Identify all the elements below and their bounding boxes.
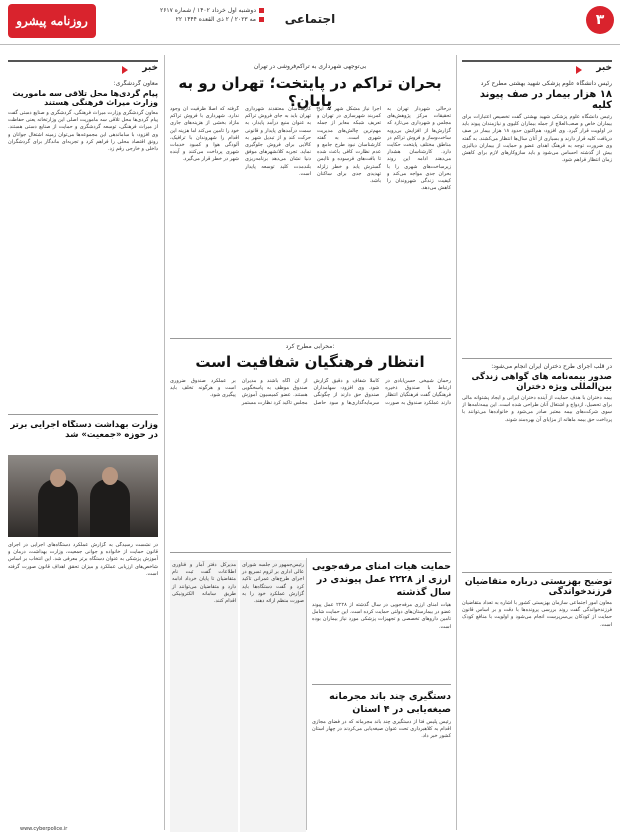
right-story-2 xyxy=(462,363,612,568)
column-rule xyxy=(456,55,457,830)
story-body: رئیس دانشگاه علوم پزشکی شهید بهشتی گفت تخصیص اعتبارات برای بیماران خاص و صعب‌العلاج از جمله بیماران کلیوی و نیازمندان پیوند باید در اولویت قرار گیرد. وی افزود: هم‌اکنون حدود ۱۸ هزار بیمار در صف دریافت کلیه قرار دارند و بسیاری از آنان سال‌ها انتظار می‌کشند. به گفته وی ضرورت توجه به فرهنگ اهدای عضو و حمایت از بیماران دیالیزی بیش از گذشته احساس می‌شود و باید سازوکارهای لازم برای کاهش زمان انتظار فراهم شود. xyxy=(462,114,612,164)
story-kicker: در قلب اجرای طرح دختران ایران انجام می‌شود: xyxy=(491,363,612,370)
divider xyxy=(8,414,158,415)
story-kicker: معاون گردشگری: xyxy=(113,80,158,87)
left-story-2-head xyxy=(8,420,158,452)
story-kicker: رئیس دانشگاه علوم پزشکی شهید بهشتی مطرح کرد xyxy=(480,80,612,87)
box-title: دستگیری چند باند مجرمانه صیغه‌یابی در ۴ استان xyxy=(329,691,451,715)
second-title: انتظار فرهنگیان شفافیت است xyxy=(195,353,425,371)
bottom-box-3: رئیس‌جمهور در جلسه شورای عالی اداری بر لزوم تسریع در اجرای طرح‌های عمرانی تاکید کرد و گفت دستگاه‌ها باید گزارش عملکرد خود را به صورت منظم ارائه دهند. xyxy=(240,560,306,832)
main-title: بحران تراکم در پایتخت؛ تهران رو به پایان؟ xyxy=(178,74,442,110)
story-title: وزارت بهداشت دستگاه اجرایی برتر در حوزه «جمعیت» شد xyxy=(10,420,158,440)
news-label: خبر xyxy=(596,63,612,73)
officials-photo xyxy=(8,455,158,537)
bullet-square-icon xyxy=(259,17,264,22)
main-story-col-d: گرفته که اصلا ظرفیت آن وجود ندارد. شهرداری با فروش تراکم مازاد بخشی از هزینه‌های جاری خود را تامین می‌کند اما هزینه این اقدام را شهروندان با ترافیک، آلودگی هوا و کمبود خدمات شهری پرداخت می‌کنند و آینده شهر در خطر قرار می‌گیرد. xyxy=(170,106,239,163)
bottom-box-1 xyxy=(312,560,451,678)
story-title: توضیح بهزیستی درباره متقاضیان فرزندخواندگی xyxy=(464,577,612,597)
main-kicker: بی‌توجهی شهرداری به تراکم‌فروشی در تهران xyxy=(253,63,367,70)
column-rule xyxy=(306,558,307,830)
main-headline xyxy=(170,63,450,110)
newspaper-logo: روزنامه پیشرو xyxy=(8,4,96,38)
news-label-bar-left xyxy=(8,60,158,76)
issue-dates xyxy=(104,6,264,24)
person-figure xyxy=(38,479,78,537)
bullet-square-icon xyxy=(259,8,264,13)
story-title: صدور بیمه‌نامه های گواهی زندگی بین‌المللی ویژه دختران xyxy=(471,372,612,392)
box-body: رئیس پلیس فتا از دستگیری چند باند مجرمانه که در فضای مجازی اقدام به کلاهبرداری تحت عنوان صیغه‌یابی می‌کردند در چهار استان کشور خبر داد. xyxy=(312,719,451,740)
triangle-icon xyxy=(122,66,128,74)
second-headline xyxy=(170,343,450,371)
divider xyxy=(170,338,451,339)
right-story-1 xyxy=(462,80,612,280)
left-story-1 xyxy=(8,80,158,410)
story-title: پیام گردی‌ها محل تلاقی سه ماموریت وزارت میراث فرهنگی هستند xyxy=(12,89,158,107)
date-line-2: ۲۲ مه ۲۰۲۳ / ۲ ذی القعده ۱۴۴۴ xyxy=(175,16,256,23)
page-number: ۳ xyxy=(586,6,614,34)
divider xyxy=(462,358,612,359)
person-head xyxy=(102,467,118,485)
news-label-bar-right xyxy=(462,60,612,76)
left-story-2-body: در نشست رسیدگی به گزارش عملکرد دستگاه‌های اجرایی در اجرای قانون حمایت از خانواده و جوانی جمعیت، وزارت بهداشت، درمان و آموزش پزشکی به عنوان دستگاه برتر معرفی شد. این انتخاب بر اساس شاخص‌های ارزیابی عملکرد و میزان تحقق اهداف قانون صورت گرفته است. xyxy=(8,542,158,577)
box-body: هیات امنای ارزی مرفه‌جویی در سال گذشته از ۲۲۲۸ عمل پیوند عضو در بیمارستان‌های دولتی حمایت کرده است. این حمایت شامل تامین داروهای تخصصی و تجهیزات پزشکی مورد نیاز بیماران بوده است. xyxy=(312,602,451,630)
bottom-box-4: مدیرکل دفتر آمار و فناوری اطلاعات گفت ثبت نام متقاضیان تا پایان خرداد ادامه دارد و متقاضیان می‌توانند از طریق سامانه الکترونیکی اقدام کنند. xyxy=(170,560,238,832)
person-figure xyxy=(90,479,130,537)
second-story-body: رحمان شبیخی حسن‌آبادی در ارتباط با صندوق ذخیره فرهنگیان گفت فرهنگیان انتظار دارند عملکرد صندوق به صورت کاملا شفاف و دقیق گزارش شود. وی افزود: سهامداران صندوق حق دارند از چگونگی سرمایه‌گذاری‌ها و سود حاصل از آن آگاه باشند و مدیران صندوق موظف به پاسخگویی هستند. عضو کمیسیون آموزش مجلس تاکید کرد نظارت مستمر بر عملکرد صندوق ضروری است و هرگونه تخلف باید پیگیری شود. xyxy=(170,378,451,406)
story-body: معاون امور اجتماعی سازمان بهزیستی کشور با اشاره به تعداد متقاضیان فرزندخواندگی گفت روند بررسی پرونده‌ها با دقت و بر اساس قانون حمایت از کودکان بی‌سرپرست انجام می‌شود و اولویت با منافع کودک است. xyxy=(462,600,612,628)
main-story-col-b: اجرا نیاز مشکل شهر که این کمربند شهرسازی در تهران و تعریف شبکه معابر از جمله مهم‌ترین چالش‌های مدیریت شهری است. به گفته کارشناسان نبود طرح جامع و عدم نظارت کافی باعث شده تا بافت‌های فرسوده و ناایمن گسترش یابد و خطر زلزله تهدیدی جدی برای ساکنان باشد. xyxy=(317,106,381,185)
second-kicker: محرابی مطرح کرد: xyxy=(285,343,335,350)
story-title: ۱۸ هزار بیمار در صف پیوند کلیه xyxy=(479,89,612,111)
date-line-1: دوشنبه اول خرداد ۱۴۰۲ / شماره ۲۶۱۷ xyxy=(159,7,256,14)
bottom-box-2 xyxy=(312,690,451,830)
triangle-icon xyxy=(576,66,582,74)
story-body: بیمه دختران با هدف حمایت از آینده دختران ایرانی و ایجاد پشتوانه مالی برای تحصیل، ازدواج و اشتغال آنان طراحی شده است. این بیمه‌نامه‌ها از سوی شرکت‌های بیمه معتبر صادر می‌شود و خانواده‌ها می‌توانند با پرداخت حق بیمه ماهانه از مزایای آن بهره‌مند شوند. xyxy=(462,395,612,423)
divider xyxy=(170,552,451,553)
box-title: حمایت هیات امنای مرفه‌جویی ارزی از ۲۲۲۸ عمل پیوندی در سال گذشته xyxy=(312,561,451,598)
page-header xyxy=(0,0,620,45)
divider xyxy=(312,684,451,685)
main-story-col-a: درحالی شهردار تهران به تحقیقات مرکز پژوهش‌های مجلس و شهرداری می‌تازد که گزارش‌ها از افزایش بی‌رویه ساخت‌وساز و فروش تراکم در مناطق مختلف پایتخت حکایت دارد. کارشناسان هشدار می‌دهند ادامه این روند زیرساخت‌های شهری را با بحران جدی مواجه می‌کند و کیفیت زندگی شهروندان را کاهش می‌دهد. xyxy=(387,106,451,192)
section-title: اجتماعی xyxy=(284,12,336,26)
news-label: خبر xyxy=(142,63,158,73)
story-body: معاون گردشگری وزارت میراث فرهنگی، گردشگری و صنایع دستی گفت پیام گردی‌ها محل تلاقی سه ماموریت اصلی این وزارتخانه یعنی حفاظت از میراث فرهنگی، توسعه گردشگری و حمایت از صنایع دستی هستند. وی افزود: با ساماندهی این مجموعه‌ها می‌توان زمینه اشتغال جوانان و رونق اقتصاد محلی را فراهم کرد و تجربه‌ای ماندگار برای گردشگران داخلی و خارجی رقم زد. xyxy=(8,110,158,153)
person-head xyxy=(50,469,66,487)
divider xyxy=(462,572,612,573)
right-story-3 xyxy=(462,577,612,827)
main-story-col-c: کارشناسان معتقدند شهرداری تهران باید به جای فروش تراکم به عنوان منبع درآمد پایدار، به سمت درآمدهای پایدار و قانونی حرکت کند و از تبدیل شهر به کالایی برای فروش جلوگیری نماید. تجربه کلانشهرهای موفق دنیا نشان می‌دهد برنامه‌ریزی بلندمدت کلید توسعه پایدار است. xyxy=(245,106,311,177)
column-rule xyxy=(164,55,165,830)
footer-url[interactable]: www.cyberpolice.ir xyxy=(20,826,68,832)
